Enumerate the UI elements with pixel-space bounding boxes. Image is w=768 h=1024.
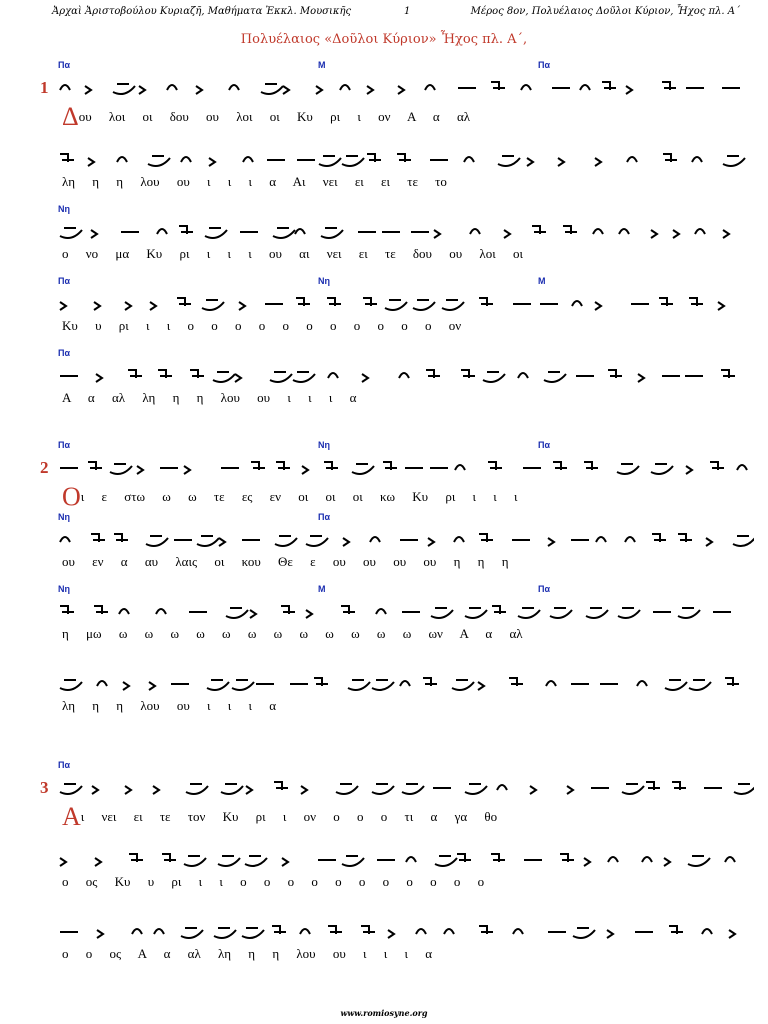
neume-mark [300,929,310,934]
neume-mark [148,156,170,166]
lyrics-line [62,802,762,832]
neume-mark [60,606,74,614]
neume-mark [479,534,493,542]
neume-mark [702,929,712,934]
neume-mark [692,157,702,162]
lyrics-text: ο ο ος Α α αλ λη η η λου ου ι ι ι α [62,946,433,961]
neume-mark [498,156,520,166]
neume-staff [54,840,754,870]
neume-mark [60,537,70,542]
neume-mark [316,86,322,94]
neume-mark [235,374,241,382]
neume-mark [608,857,618,862]
neume-mark [270,372,292,382]
section-number: 2 [40,458,49,477]
neume-mark [137,466,143,474]
neume-mark [454,537,464,542]
neume-mark [95,858,101,866]
neume-mark [156,609,166,614]
neume-mark [376,609,386,614]
lyrics-line [62,318,762,334]
martyria-label: Μ [538,276,546,286]
neume-mark [218,856,240,866]
neume-mark [372,680,394,690]
neume-mark [737,465,747,470]
martyria-label: Νη [318,276,330,286]
neume-mark [367,154,381,162]
neume-mark [343,538,349,546]
neume-mark [125,786,131,794]
martyria-label: Πα [538,440,551,450]
neume-mark [60,858,66,866]
neume-staff [54,68,754,98]
neume-mark [88,158,94,166]
footer-url: www.romiosyne.org [340,1008,428,1018]
martyria-label: Πα [538,60,551,70]
neume-mark [491,854,505,862]
martyria-label: Νη [58,584,70,594]
neume-mark [123,682,129,690]
neume-mark [129,854,143,862]
neume-mark [324,462,338,470]
neume-mark [659,298,673,306]
neume-mark [689,680,711,690]
neume-mark [328,926,342,934]
neume-mark [327,298,341,306]
neume-mark [733,536,754,546]
neume-mark [275,536,297,546]
neume-mark [383,462,397,470]
neume-mark [197,536,219,546]
neume-mark [177,298,191,306]
neume-staff [54,768,754,798]
lyrics-text: ι ε στω ω ω τε ες εν οι οι οι κω Κυ ρι ι ι ι [80,489,518,504]
neume-mark [518,608,540,618]
neume-mark [372,784,394,794]
neume-mark [94,606,108,614]
lyrics-text: Κυ υ ρι ι ι ο ο ο ο ο ο ο ο ο ο ο ον [62,318,462,333]
neume-mark [60,85,70,90]
neume-mark [710,462,724,470]
neume-mark [388,930,394,938]
neume-mark [584,858,590,866]
neume-mark [509,678,523,686]
neume-staff [54,520,754,550]
neume-mark [261,84,283,94]
neume-mark [461,370,475,378]
neume-mark [296,298,310,306]
neume-mark [521,85,531,90]
neume-mark [596,537,606,542]
neume-mark [398,86,404,94]
neume-mark [181,928,203,938]
neume-mark [321,228,343,238]
neume-staff [54,212,754,242]
martyria-label: Νη [58,512,70,522]
neume-mark [207,680,229,690]
neume-mark [651,464,673,474]
neume-mark [492,606,506,614]
neume-mark [162,854,176,862]
neume-mark [97,681,107,686]
neume-mark [342,856,364,866]
neume-mark [602,82,616,90]
neume-mark [117,157,127,162]
neume-mark [638,374,644,382]
neume-mark [434,230,440,238]
neume-mark [580,85,590,90]
drop-initial: Ο [62,482,81,511]
neume-mark [361,926,375,934]
martyria-label: Πα [58,440,71,450]
neume-mark [400,681,410,686]
lyrics-line [62,698,762,714]
neume-mark [586,608,608,618]
neume-mark [686,466,692,474]
neume-mark [457,854,471,862]
neume-mark [413,300,435,310]
neume-mark [246,786,252,794]
neume-mark [646,782,660,790]
neume-mark [595,158,601,166]
neume-mark [642,857,652,862]
neume-mark [293,372,315,382]
neume-mark [340,85,350,90]
neume-mark [544,372,566,382]
neume-mark [426,370,440,378]
neume-mark [622,784,644,794]
neume-mark [406,857,416,862]
neume-mark [416,929,426,934]
neume-mark [370,537,380,542]
neume-mark [91,230,97,238]
martyria-label: Μ [318,584,326,594]
neume-mark [282,858,288,866]
neume-mark [153,786,159,794]
neume-mark [214,928,236,938]
neume-mark [452,680,474,690]
neume-mark [132,929,142,934]
neume-mark [479,298,493,306]
neume-mark [184,466,190,474]
neume-mark [281,606,295,614]
lyrics-line [62,390,762,406]
martyria-label: Πα [58,60,71,70]
neume-mark [479,926,493,934]
neume-mark [128,370,142,378]
neume-mark [184,856,206,866]
neume-mark [572,301,582,306]
neume-mark [88,462,102,470]
lyrics-text: Α α αλ λη η η λου ου ι ι ι α [62,390,357,405]
neume-mark [60,302,66,310]
neume-mark [219,538,225,546]
neume-mark [181,157,191,162]
neume-mark [723,230,729,238]
neume-mark [560,854,574,862]
neume-mark [593,229,603,234]
neume-mark [573,928,595,938]
neume-mark [385,300,407,310]
martyria-label: Μ [318,60,326,70]
neume-mark [725,857,735,862]
martyria-label: Νη [58,204,70,214]
neume-mark [669,926,683,934]
neume-mark [558,158,564,166]
neume-mark [478,682,484,690]
neume-mark [272,926,286,934]
neume-mark [97,930,103,938]
neume-mark [242,928,264,938]
lyrics-line [62,554,762,570]
neume-mark [725,678,739,686]
neume-mark [672,782,686,790]
neume-mark [455,465,465,470]
neume-mark [352,464,374,474]
neume-mark [491,82,505,90]
neume-staff [54,664,754,694]
section-number: 1 [40,78,49,97]
neume-mark [444,929,454,934]
lyrics-line [62,102,762,132]
neume-mark [550,608,572,618]
neume-mark [150,302,156,310]
neume-mark [336,784,358,794]
neume-staff [54,356,754,386]
lyrics-text: ου εν α αυ λαις οι κου Θε ε ου ου ου ου η η η [62,554,509,569]
martyria-label: Πα [538,584,551,594]
neume-mark [530,786,536,794]
neume-mark [563,226,577,234]
neume-mark [465,784,487,794]
neume-mark [245,856,267,866]
neume-mark [301,786,307,794]
neume-mark [119,609,129,614]
neume-mark [706,538,712,546]
neume-mark [470,229,480,234]
neume-mark [721,370,735,378]
neume-mark [663,154,677,162]
neume-mark [60,680,82,690]
neume-mark [226,608,248,618]
neume-mark [689,298,703,306]
neume-staff [54,912,754,942]
neume-mark [483,372,505,382]
neume-mark [96,374,102,382]
neume-mark [442,300,464,310]
neume-staff [54,592,754,622]
lyrics-line [62,246,762,262]
neume-mark [513,929,523,934]
lyrics-text: λη η η λου ου ι ι ι α Αι νει ει ει τε το [62,174,447,189]
lyrics-line [62,626,762,642]
lyrics-line [62,174,762,190]
neume-mark [652,534,666,542]
martyria-label: Πα [58,276,71,286]
neume-mark [251,462,265,470]
neume-mark [60,228,82,238]
neume-mark [179,226,193,234]
neume-mark [213,372,235,382]
neume-mark [186,784,208,794]
neume-mark [229,85,239,90]
neume-mark [617,464,639,474]
neume-mark [250,610,256,618]
neume-mark [167,85,177,90]
neume-mark [94,302,100,310]
neume-mark [678,534,692,542]
neume-mark [190,370,204,378]
neume-mark [553,462,567,470]
neume-mark [149,682,155,690]
neume-mark [688,856,710,866]
neume-mark [348,680,370,690]
section-number: 3 [40,778,49,797]
lyrics-line [62,482,762,512]
neume-mark [60,784,82,794]
neume-mark [718,302,724,310]
neume-mark [595,302,601,310]
neume-mark [567,786,573,794]
neume-mark [651,230,657,238]
page-title: Πολυέλαιος «Δοῦλοι Κύριον» Ἦχος πλ. Α΄, [240,32,528,47]
neume-mark [60,154,74,162]
neume-mark [202,300,224,310]
neume-mark [154,929,164,934]
neume-mark [607,930,613,938]
martyria-label: Πα [58,760,71,770]
neume-staff [54,448,754,478]
neume-mark [673,230,679,238]
drop-initial: Δ [62,102,79,131]
lyrics-text: ο νο μα Κυ ρι ι ι ι ου αι νει ει τε δου ου λοι οι [62,246,523,261]
neume-mark [626,86,632,94]
lyrics-text: ο ος Κυ υ ρι ι ι ο ο ο ο ο ο ο ο ο ο ο [62,874,485,889]
neume-mark [425,85,435,90]
neume-mark [125,302,131,310]
neume-mark [113,84,135,94]
header-left: Ἀρχαὶ Ἀριστοβούλου Κυριαζῆ, Μαθήματα Ἐκκλ. Μουσικῆς [52,6,352,17]
neume-mark [423,678,437,686]
neume-mark [92,786,98,794]
neume-mark [518,373,528,378]
neume-mark [734,784,754,794]
neume-mark [341,606,355,614]
martyria-label: Πα [58,348,71,358]
lyrics-line [62,874,762,890]
neume-staff [54,140,754,170]
neume-mark [546,681,556,686]
neume-mark [196,86,202,94]
neume-mark [678,608,700,618]
neume-mark [637,681,647,686]
neume-mark [91,534,105,542]
neume-mark [362,374,368,382]
neume-mark [435,856,457,866]
neume-mark [274,782,288,790]
page-header [0,6,768,22]
neume-mark [273,228,295,238]
neume-mark [363,298,377,306]
lyrics-text: η μω ω ω ω ω ω ω ω ω ω ω ω ω ων Α α αλ [62,626,523,641]
neume-mark [114,534,128,542]
neume-mark [243,157,253,162]
neume-mark [584,462,598,470]
page-number: 1 [404,6,411,17]
neume-mark [488,462,502,470]
lyrics-line [62,946,762,962]
neume-mark [397,154,411,162]
lyrics-text: ου λοι οι δου ου λοι οι Κυ ρι ι ον Α α αλ [78,109,471,124]
neume-mark [85,86,91,94]
neume-mark [232,680,254,690]
neume-mark [110,464,132,474]
neume-mark [158,370,172,378]
martyria-label: Πα [318,512,331,522]
neume-mark [729,930,735,938]
neume-mark [465,608,487,618]
neume-mark [662,82,676,90]
neume-mark [464,157,474,162]
neume-mark [205,228,227,238]
neume-mark [627,157,637,162]
neume-mark [239,302,245,310]
header-right: Μέρος 8ον, Πολυέλαιος Δοῦλοι Κύριον, Ἦχος πλ. Α΄ [470,6,740,17]
neume-mark [548,538,554,546]
neume-mark [209,158,215,166]
neume-mark [302,466,308,474]
neume-mark [664,858,670,866]
neume-mark [314,678,328,686]
neume-mark [306,610,312,618]
lyrics-text: λη η η λου ου ι ι ι α [62,698,277,713]
neume-mark [146,536,168,546]
neume-mark [295,229,305,234]
neume-mark [695,229,705,234]
neume-mark [402,784,424,794]
neume-mark [367,86,373,94]
neume-mark [399,373,409,378]
neume-mark [431,608,453,618]
neume-mark [665,680,687,690]
neume-staff [54,284,754,314]
lyrics-text: ι νει ει τε τον Κυ ρι ι ον ο ο ο τι α γα θο [80,809,498,824]
neume-mark [306,536,328,546]
neume-mark [283,86,289,94]
neume-mark [723,156,745,166]
neume-mark [221,784,243,794]
martyria-label: Νη [318,440,330,450]
neume-mark [342,156,364,166]
neume-mark [139,86,145,94]
neume-mark [276,462,290,470]
neume-mark [328,373,338,378]
neume-mark [157,229,167,234]
neume-mark [619,229,629,234]
neume-mark [428,538,434,546]
neume-mark [319,156,341,166]
neume-mark [527,158,533,166]
neume-mark [608,370,622,378]
neume-mark [625,537,635,542]
neume-mark [618,608,640,618]
neume-mark [497,785,507,790]
drop-initial: Α [62,802,81,831]
neume-mark [504,230,510,238]
neume-mark [532,226,546,234]
